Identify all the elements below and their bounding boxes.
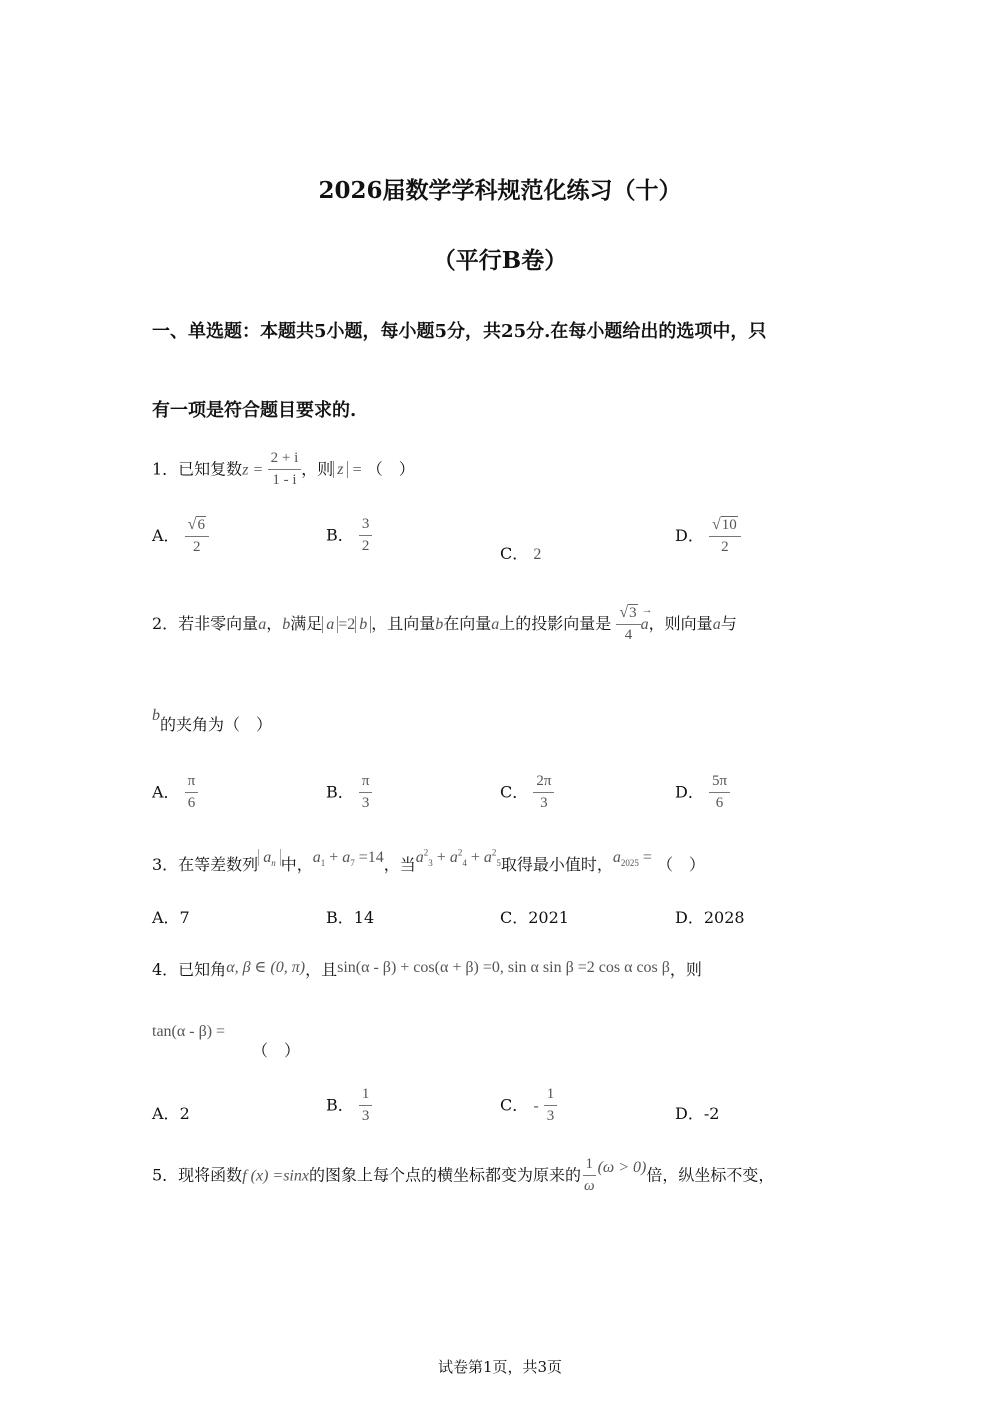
q1-denominator: 1 - i (272, 472, 297, 489)
q2-option-c-num: 2π (533, 773, 554, 793)
q2-vec-a3: a (712, 615, 721, 633)
q1-eq2: = (352, 461, 362, 479)
q2-abs-a: a (322, 616, 338, 633)
q4-option-a-label: A． (152, 1104, 180, 1123)
q3-cond-eq: =14 (354, 849, 384, 866)
q2-option-c-den: 3 (540, 795, 548, 812)
q2-eq: =2 (338, 615, 356, 633)
q2-option-a (152, 773, 198, 813)
q4-option-c-den: 3 (546, 1108, 555, 1125)
q3-condition (312, 849, 384, 869)
q4-end: ，则 (669, 960, 702, 979)
q2-vec-b: b (282, 615, 291, 633)
q1-option-c-label: C． (500, 544, 529, 563)
q3-t2-sub: 4 (462, 858, 467, 869)
q3-option-a: A．7 (152, 908, 190, 927)
q2-option-c-label: C． (500, 782, 529, 802)
q4-option-d (675, 1101, 719, 1124)
q1-option-b (326, 516, 372, 556)
q3-cond-plus: + (325, 849, 343, 866)
q4-ask (152, 1021, 225, 1041)
q3-t1: a (415, 849, 424, 866)
section-header-line1: 一、单选题：本题共5小题，每小题5分，共25分.在每小题给出的选项中，只 (152, 321, 767, 342)
question-5 (152, 1156, 774, 1196)
q3-ask (612, 849, 652, 869)
q3-mid2: ，当 (383, 855, 416, 874)
q3-sequence (258, 849, 281, 869)
q1-option-b-num: 3 (359, 516, 373, 536)
question-2 (152, 604, 737, 645)
q2-projection-a: a (640, 615, 649, 633)
q2-option-d (675, 773, 730, 813)
q4-option-c-label: C． (500, 1095, 529, 1115)
page-subtitle: （平行B卷） (432, 247, 568, 274)
q3-cond-sub1: 1 (320, 858, 326, 869)
q2-abs-b: b (355, 616, 371, 633)
q3-t3: a (483, 849, 492, 866)
q1-prefix: 1．已知复数 (152, 459, 243, 479)
q2-option-b (326, 773, 372, 813)
q2-mid4: 上的投影向量是 (499, 613, 612, 633)
q1-eq: = (253, 461, 263, 479)
q4-mid: ，且 (305, 960, 338, 979)
q2-prefix: 2．若非零向量 (152, 613, 259, 633)
q5-prefix: 5．现将函数 (152, 1165, 243, 1185)
q1-fraction (268, 450, 302, 490)
q1-option-c (500, 541, 541, 564)
q3-cond-a: a (312, 849, 321, 866)
q2-vec-b2: b (435, 615, 444, 633)
q1-option-a-den: 2 (193, 539, 201, 556)
q3-seq-a: a (263, 849, 272, 866)
q1-z-var: z (242, 461, 249, 479)
q1-option-d-label: D． (675, 525, 704, 545)
q2-end: 与 (720, 613, 737, 633)
q4-condition: sin(α - β) + cos(α + β) =0, sin α sin β =2 cos α cos β (337, 959, 670, 976)
q1-option-b-label: B． (326, 525, 354, 545)
q2-vec-a2: a (491, 615, 500, 633)
q3-option-d: D．2028 (675, 908, 745, 927)
q4-option-b-den: 3 (361, 1108, 370, 1125)
q4-option-b-num: 1 (359, 1086, 373, 1106)
q4-paren: （ ） (252, 1041, 301, 1060)
q3-prefix: 3．在等差数列 (152, 855, 259, 874)
q3-plus2: + (466, 849, 484, 866)
q3-t1-sub: 3 (428, 858, 433, 869)
q3-mid1: 中， (280, 855, 313, 874)
q3-cond-b: a (342, 849, 351, 866)
q2-projection-den: 4 (624, 627, 633, 644)
section-header-line2: 有一项是符合题目要求的. (152, 400, 357, 421)
q3-plus1: + (432, 849, 450, 866)
q1-mid: ，则 (301, 459, 334, 479)
q3-t3-sub: 5 (496, 858, 501, 869)
q4-option-a (152, 1101, 190, 1124)
q4-option-c-num: 1 (544, 1086, 558, 1106)
page-footer: 试卷第1页，共3页 (437, 1358, 563, 1376)
q4-option-b-label: B． (326, 1095, 354, 1115)
q5-condition: (ω > 0) (597, 1159, 647, 1177)
q4-option-c-sign: - (533, 1097, 539, 1115)
q5-mid: 的图象上每个点的横坐标都变为原来的 (308, 1165, 581, 1185)
q4-prefix: 4．已知角 (152, 960, 227, 979)
q2-option-c (500, 773, 554, 813)
q3-seq-sub: n (271, 858, 276, 869)
q1-option-d-den: 2 (721, 539, 729, 556)
q2-option-b-num: π (359, 773, 373, 793)
q4-angles: α, β ∈ (0, π) (226, 959, 306, 976)
q1-option-d-radicand: 10 (721, 517, 737, 534)
q1-option-a-label: A． (152, 525, 180, 545)
q5-fraction (581, 1156, 598, 1196)
q2-mid3: 在向量 (443, 613, 492, 633)
q3-mid3: 取得最小值时， (500, 855, 613, 874)
vector-arrow-icon: → (641, 603, 653, 616)
q3-ask-eq: = (638, 849, 652, 866)
q3-t2-sup: 2 (457, 847, 463, 858)
q2-projection-radicand: 3 (629, 605, 637, 622)
q3-ask-sub: 2025 (620, 858, 639, 869)
question-3 (152, 847, 705, 876)
q2-option-a-den: 6 (187, 795, 196, 812)
question-4 (152, 957, 702, 980)
q2-mid2: ，且向量 (371, 613, 436, 633)
q2-mid1: 满足 (290, 613, 323, 633)
q3-cond-sub2: 7 (350, 858, 355, 869)
q5-function: f (x) =sinx (242, 1167, 309, 1185)
q4-option-d-label: D． (675, 1104, 704, 1123)
q1-option-b-fraction (359, 516, 373, 556)
q5-frac-den: ω (583, 1178, 595, 1195)
q1-paren: （ ） (366, 459, 415, 479)
q2-projection-fraction: √ 3 4 (616, 604, 640, 645)
page-title: 2026届数学学科规范化练习（十） (318, 177, 682, 204)
q1-option-a-fraction: √ 6 2 (185, 516, 209, 557)
q5-end: 倍，纵坐标不变， (646, 1165, 775, 1185)
q3-paren: （ ） (656, 855, 705, 874)
q3-sum-squares (415, 847, 501, 869)
q2-option-b-label: B． (326, 782, 354, 802)
q4-option-b (326, 1086, 372, 1126)
q4-option-a-value: 2 (179, 1104, 190, 1123)
q1-option-a-radicand: 6 (197, 517, 205, 534)
q2-mid5: ，则向量 (648, 613, 713, 633)
q2-option-d-num: 5π (709, 773, 730, 793)
question-1 (152, 450, 415, 490)
q2-option-a-num: π (185, 773, 199, 793)
q1-option-a (152, 516, 209, 557)
q2-option-d-den: 6 (715, 795, 724, 812)
q2-vec-a: a (258, 615, 267, 633)
q1-numerator: 2 + i (268, 450, 302, 470)
q2-comma: ， (266, 613, 283, 633)
q2-option-d-label: D． (675, 782, 704, 802)
q1-option-b-den: 2 (361, 538, 370, 555)
q3-t1-sup: 2 (423, 847, 429, 858)
q5-frac-num: 1 (583, 1156, 597, 1176)
q1-option-d (675, 516, 741, 557)
q1-abs-z: z (333, 461, 347, 478)
q2-option-b-den: 3 (361, 795, 370, 812)
q4-option-c (500, 1086, 557, 1126)
q1-option-c-value: 2 (533, 546, 542, 563)
question-2-line2 (152, 707, 273, 735)
q4-ask-expr: tan(α - β) = (152, 1023, 226, 1040)
q3-t3-sup: 2 (491, 847, 497, 858)
q3-ask-a: a (612, 849, 621, 866)
q3-option-b: B．14 (326, 908, 375, 927)
q1-option-d-fraction: √ 10 2 (709, 516, 741, 557)
q3-t2: a (449, 849, 458, 866)
q2-line2-text: 的夹角为（ ） (160, 715, 273, 734)
q4-option-d-value: -2 (703, 1104, 720, 1123)
q2-option-a-label: A． (152, 782, 180, 802)
q2-projection-vector (640, 603, 653, 633)
q2-line2-b: b (152, 707, 160, 724)
q3-option-c: C．2021 (500, 908, 569, 927)
